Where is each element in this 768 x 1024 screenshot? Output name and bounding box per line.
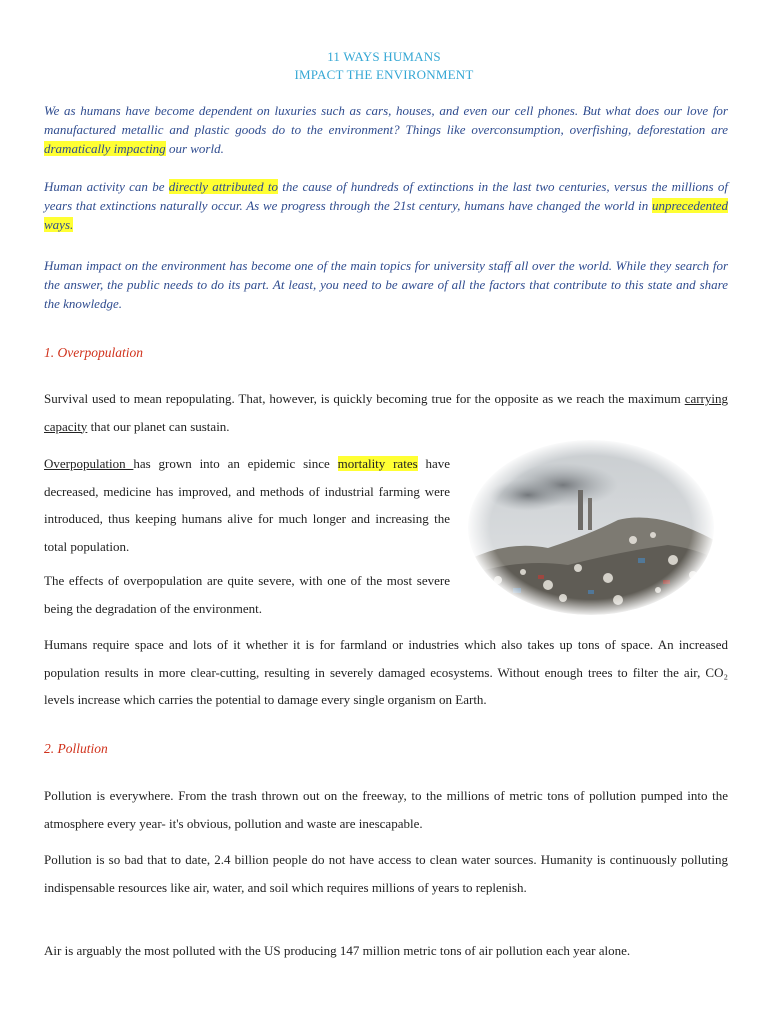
pollution-paragraph-2: Pollution is so bad that to date, 2.4 billion people do not have access to clean water sources. Humanity is continuously polluting indispensable resources like air, water, and soil which requires millions of years to replenish. xyxy=(44,852,728,895)
carrying-capacity-link[interactable]: carrying capacity xyxy=(44,391,728,434)
highlighted-phrase: directly attributed to xyxy=(168,179,278,194)
highlighted-phrase: dramatically impacting xyxy=(44,141,166,156)
body-text: have decreased, medicine has improved, and methods of industrial farming were introduced, thus keeping humans alive for much longer and increasing the total population. xyxy=(44,456,451,554)
intro-paragraph-3: Human impact on the environment has become one of the main topics for university staff all over the world. While they search for the answer, the public needs to do its part. At least, you need to be aware of all the factors that contribute to this state and share the knowledge. xyxy=(44,258,728,311)
overpopulation-link[interactable]: Overpopulation xyxy=(44,456,134,471)
document-title-line-1: 11 WAYS HUMANS xyxy=(327,49,441,64)
overpopulation-paragraph-2 xyxy=(44,450,450,560)
pollution-paragraph-3: Air is arguably the most polluted with the US producing 147 million metric tons of air pollution each year alone. xyxy=(44,943,631,958)
document-title-line-2: IMPACT THE ENVIRONMENT xyxy=(294,67,474,82)
intro-text: We as humans have become dependent on luxuries such as cars, houses, and even our cell phones. But what does our love for manufactured metallic and plastic goods do to the environment? Things like overconsumption, overfishing, deforestation are xyxy=(44,103,728,137)
section-heading-overpopulation: 1. Overpopulation xyxy=(44,345,143,360)
overpopulation-paragraph-4: Humans require space and lots of it whether it is for farmland or industries which also takes up tons of space. An increased population results in more clear-cutting, resulting in severely damaged ecosystems. Without enough trees to filter the air, CO₂ levels increase which carries the potential to damage every single organism on Earth. xyxy=(44,637,728,707)
intro-text: the cause of hundreds of extinctions in the last two centuries, versus the millions of years that extinctions naturally occur. As we progress through the 21st century, humans have changed the world in xyxy=(44,179,728,213)
intro-paragraph-1 xyxy=(44,101,728,158)
intro-paragraph-2 xyxy=(44,177,728,234)
body-text: Survival used to mean repopulating. That, however, is quickly becoming true for the opposite as we reach the maximum xyxy=(44,391,685,406)
landfill-smokestack-photo xyxy=(468,440,714,615)
overpopulation-paragraph-1 xyxy=(44,385,728,440)
overpopulation-paragraph-3: The effects of overpopulation are quite severe, with one of the most severe being the degradation of the environment. xyxy=(44,573,450,616)
highlighted-phrase: mortality rates xyxy=(337,456,418,471)
section-heading-pollution: 2. Pollution xyxy=(44,741,108,756)
pollution-paragraph-1: Pollution is everywhere. From the trash thrown out on the freeway, to the millions of metric tons of pollution pumped into the atmosphere every year- it's obvious, pollution and waste are inescapable. xyxy=(44,788,728,831)
body-text: that our planet can sustain. xyxy=(87,418,230,434)
landfill-illustration xyxy=(468,440,714,615)
intro-text: Human activity can be xyxy=(44,179,169,194)
intro-text: our world. xyxy=(165,141,224,156)
highlighted-phrase: unprecedented ways. xyxy=(44,198,728,232)
body-text: has grown into an epidemic since xyxy=(133,456,338,471)
